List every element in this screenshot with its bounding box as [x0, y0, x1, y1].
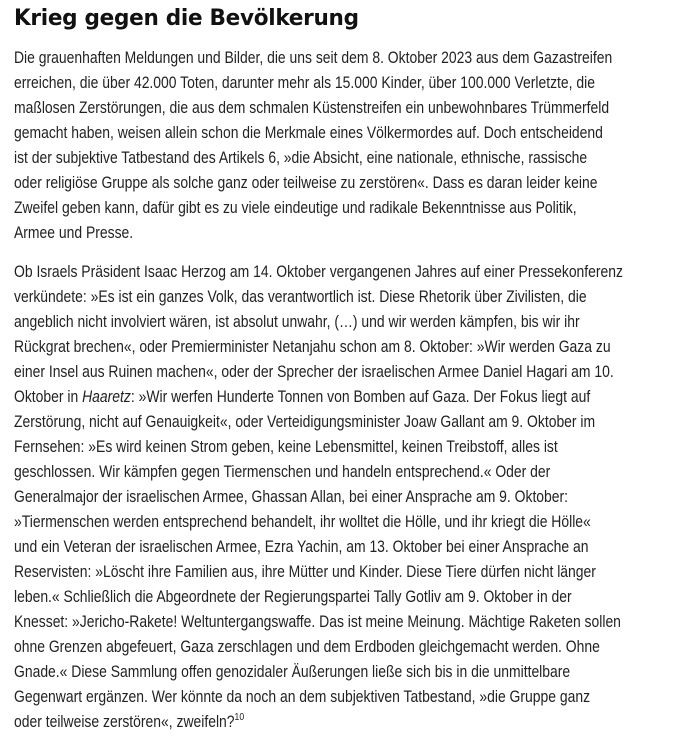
- text-line: erreichen, die über 42.000 Toten, darunter mehr als 15.000 Kinder, über 100.000 Verletzte, die: [14, 74, 595, 92]
- footnote-reference[interactable]: 10: [234, 711, 245, 723]
- text-line: Rückgrat brechen«, oder Premierminister Netanjahu schon am 8. Oktober: »Wir werden Gaza zu: [14, 338, 611, 356]
- text-line: Generalmajor der israelischen Armee, Ghassan Allan, bei einer Ansprache am 9. Oktober:: [14, 488, 569, 506]
- newspaper-name-italic: Haaretz: [82, 388, 131, 406]
- text-line: Zerstörung, nicht auf Genauigkeit«, oder Verteidigungsminister Joaw Gallant am 9. Oktober im: [14, 413, 596, 431]
- text-line: Gegenwart ergänzen. Wer könnte da noch an dem subjektiven Tatbestand, »die Gruppe ganz: [14, 688, 591, 706]
- text-line: ist der subjektive Tatbestand des Artikels 6, »die Absicht, eine nationale, ethnische, rassische: [14, 149, 588, 167]
- text-line-last: [14, 710, 604, 735]
- text-line: Armee und Presse.: [14, 224, 134, 242]
- text-line: ohne Grenzen abgefeuert, Gaza zerschlagen und dem Erdboden gleichgemacht werden. Ohne: [14, 638, 600, 656]
- text-line: Reservisten: »Löscht ihre Familien aus, ihre Mütter und Kinder. Diese Tiere dürfen nicht länger: [14, 563, 596, 581]
- text-line: oder religiöse Gruppe als solche ganz oder teilweise zu zerstören«. Dass es daran leider keine: [14, 174, 598, 192]
- text-line: verkündete: »Es ist ein ganzes Volk, das verantwortlich ist. Diese Rhetorik über Zivilisten, die: [14, 288, 587, 306]
- text-segment: : »Wir werfen Hunderte Tonnen von Bomben auf Gaza. Der Fokus liegt auf: [130, 388, 591, 406]
- text-line: Zweifel geben kann, dafür gibt es zu viele eindeutige und radikale Bekenntnisse aus Politik,: [14, 199, 577, 217]
- text-line: gemacht haben, weisen allein schon die Merkmale eines Völkermordes auf. Doch entscheidend: [14, 124, 603, 142]
- text-line: leben.« Schließlich die Abgeordnete der Regierungspartei Tally Gotliv am 9. Oktober in der: [14, 588, 572, 606]
- text-line: Gnade.« Diese Sammlung offen genozidaler Äußerungen ließe sich bis in die unmittelbare: [14, 663, 571, 681]
- text-line: Ob Israels Präsident Isaac Herzog am 14. Oktober vergangenen Jahres auf einer Pressekonferenz: [14, 263, 624, 281]
- text-segment: Oktober in: [14, 388, 83, 406]
- paragraph-1: [14, 46, 700, 246]
- text-line: geschlossen. Wir kämpfen gegen Tiermenschen und handeln entsprechend.« Oder der: [14, 463, 551, 481]
- text-line: Knesset: »Jericho-Rakete! Weltuntergangswaffe. Das ist meine Meinung. Mächtige Raketen sollen: [14, 613, 621, 631]
- text-line: angeblich nicht involviert wären, ist absolut unwahr, (…) und wir werden kämpfen, bis wir ihr: [14, 313, 580, 331]
- text-segment: oder teilweise zerstören«, zweifeln?: [14, 713, 235, 731]
- text-line: und ein Veteran der israelischen Armee, Ezra Yachin, am 13. Oktober bei einer Ansprache an: [14, 538, 589, 556]
- section-heading: Krieg gegen die Bevölkerung: [14, 6, 359, 31]
- text-line: einer Insel aus Ruinen machen«, oder der Sprecher der israelischen Armee Daniel Hagari am 10.: [14, 363, 614, 381]
- text-line: Die grauenhaften Meldungen und Bilder, die uns seit dem 8. Oktober 2023 aus dem Gazastreifen: [14, 49, 613, 67]
- text-line: »Tiermenschen werden entsprechend behandelt, ihr wolltet die Hölle, und ihr kriegt die Hölle«: [14, 513, 591, 531]
- text-line: Fernsehen: »Es wird keinen Strom geben, keine Lebensmittel, keinen Treibstoff, alles ist: [14, 438, 558, 456]
- text-line-haaretz: [14, 385, 604, 410]
- paragraph-2: [14, 260, 700, 735]
- text-line: maßlosen Zerstörungen, die aus dem schmalen Küstenstreifen ein unbewohnbares Trümmerfeld: [14, 99, 610, 117]
